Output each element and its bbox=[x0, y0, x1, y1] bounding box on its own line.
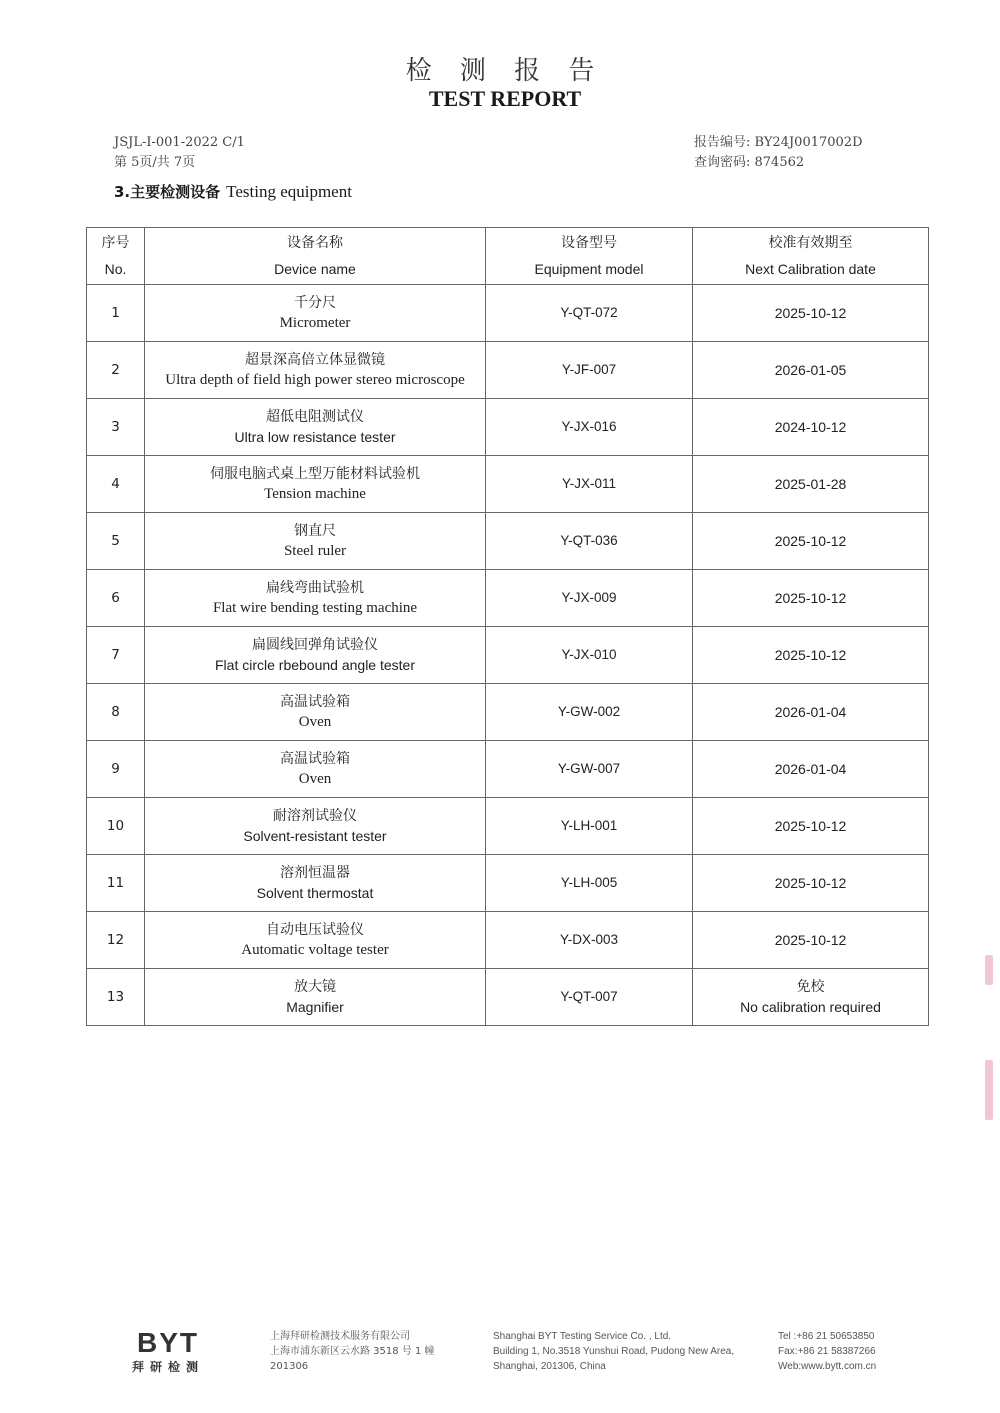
row-number: 1 bbox=[87, 285, 145, 342]
header-calibration-date bbox=[693, 228, 929, 285]
device-name-en: Oven bbox=[298, 771, 332, 787]
device-name-cell bbox=[145, 285, 486, 342]
row-number: 8 bbox=[87, 684, 145, 741]
calibration-date: 2025-10-12 bbox=[774, 647, 847, 663]
device-name-en: Tension machine bbox=[264, 486, 366, 502]
device-name-cn: 自动电压试验仪 bbox=[266, 922, 364, 938]
footer-cn-street: 上海市浦东新区云水路 3518 号 1 幢 bbox=[270, 1346, 435, 1357]
table-row bbox=[87, 513, 929, 570]
header-calibration-date-en: Next Calibration date bbox=[745, 261, 876, 277]
device-name-en: Solvent-resistant tester bbox=[243, 828, 387, 844]
report-number: 报告编号: BY24J0017002D bbox=[694, 135, 863, 150]
table-row bbox=[87, 855, 929, 912]
calibration-date-cell bbox=[693, 342, 929, 399]
equipment-table bbox=[86, 227, 929, 1026]
calibration-date: No calibration required bbox=[740, 999, 881, 1015]
device-name-cell bbox=[145, 798, 486, 855]
footer-en-address bbox=[493, 1329, 734, 1374]
calibration-date-cell bbox=[693, 912, 929, 969]
device-name-en: Ultra depth of field high power stereo microscope bbox=[165, 372, 465, 388]
calibration-date: 2024-10-12 bbox=[774, 419, 847, 435]
device-name-en: Oven bbox=[298, 714, 332, 730]
calibration-date: 2025-10-12 bbox=[774, 818, 847, 834]
table-row bbox=[87, 570, 929, 627]
row-number: 9 bbox=[87, 741, 145, 798]
equipment-model: Y-JX-010 bbox=[486, 627, 693, 684]
device-name-en: Solvent thermostat bbox=[256, 885, 374, 901]
footer-fax: Fax:+86 21 58387266 bbox=[778, 1346, 876, 1357]
calibration-date: 2026-01-05 bbox=[774, 362, 847, 378]
device-name-cell bbox=[145, 627, 486, 684]
footer-cn-address bbox=[270, 1329, 435, 1374]
device-name-en: Micrometer bbox=[279, 315, 351, 331]
device-name-cn: 放大镜 bbox=[294, 979, 336, 995]
row-number: 6 bbox=[87, 570, 145, 627]
calibration-date: 2026-01-04 bbox=[774, 761, 847, 777]
table-row bbox=[87, 399, 929, 456]
footer-contact bbox=[778, 1329, 876, 1374]
calibration-date: 2025-10-12 bbox=[774, 875, 847, 891]
company-logo bbox=[118, 1327, 218, 1375]
device-name-cell bbox=[145, 570, 486, 627]
device-name-cn: 千分尺 bbox=[294, 295, 336, 311]
seal-edge-mark bbox=[985, 955, 993, 985]
calibration-date-cell bbox=[693, 627, 929, 684]
calibration-date: 2025-10-12 bbox=[774, 932, 847, 948]
footer-tel: Tel :+86 21 50653850 bbox=[778, 1331, 875, 1342]
calibration-date: 2025-01-28 bbox=[774, 476, 847, 492]
header-equipment-model-en: Equipment model bbox=[534, 261, 644, 277]
equipment-model: Y-JF-007 bbox=[486, 342, 693, 399]
table-row bbox=[87, 969, 929, 1026]
seal-edge-mark bbox=[985, 1060, 993, 1120]
doc-code: JSJL-I-001-2022 C/1 bbox=[114, 135, 245, 150]
equipment-model: Y-JX-011 bbox=[486, 456, 693, 513]
report-title-en: TEST REPORT bbox=[428, 86, 582, 111]
row-number: 2 bbox=[87, 342, 145, 399]
table-header-row bbox=[87, 228, 929, 285]
calibration-date-cell bbox=[693, 285, 929, 342]
table-row bbox=[87, 912, 929, 969]
section-title-en: Testing equipment bbox=[226, 182, 352, 201]
table-row bbox=[87, 798, 929, 855]
header-no-cn: 序号 bbox=[101, 235, 130, 251]
device-name-en: Flat wire bending testing machine bbox=[212, 600, 418, 616]
row-number: 3 bbox=[87, 399, 145, 456]
equipment-model: Y-JX-016 bbox=[486, 399, 693, 456]
calibration-date: 2026-01-04 bbox=[774, 704, 847, 720]
device-name-cell bbox=[145, 342, 486, 399]
device-name-cell bbox=[145, 969, 486, 1026]
calibration-date-cell bbox=[693, 798, 929, 855]
calibration-date: 2025-10-12 bbox=[774, 305, 847, 321]
table-row bbox=[87, 456, 929, 513]
calibration-date-cell bbox=[693, 570, 929, 627]
device-name-cn: 耐溶剂试验仪 bbox=[273, 808, 357, 824]
row-number: 7 bbox=[87, 627, 145, 684]
device-name-cell bbox=[145, 456, 486, 513]
row-number: 4 bbox=[87, 456, 145, 513]
section-heading bbox=[114, 181, 352, 202]
device-name-cell bbox=[145, 741, 486, 798]
calibration-date-cell bbox=[693, 456, 929, 513]
query-code: 查询密码: 874562 bbox=[694, 155, 805, 170]
device-name-en: Steel ruler bbox=[283, 543, 347, 559]
header-no bbox=[87, 228, 145, 285]
footer-en-street: Building 1, No.3518 Yunshui Road, Pudong New Area, bbox=[493, 1346, 735, 1357]
page-info: 第 5页/共 7页 bbox=[114, 155, 196, 170]
device-name-cn: 溶剂恒温器 bbox=[280, 865, 350, 881]
calibration-date-cell bbox=[693, 513, 929, 570]
header-device-name-en: Device name bbox=[274, 261, 356, 277]
calibration-date-cell bbox=[693, 684, 929, 741]
device-name-cn: 扁线弯曲试验机 bbox=[266, 580, 364, 596]
device-name-cn: 扁圆线回弹角试验仪 bbox=[252, 637, 378, 653]
device-name-cell bbox=[145, 513, 486, 570]
header-device-name bbox=[145, 228, 486, 285]
device-name-en: Automatic voltage tester bbox=[241, 942, 389, 958]
table-row bbox=[87, 741, 929, 798]
equipment-model: Y-QT-072 bbox=[486, 285, 693, 342]
row-number: 11 bbox=[87, 855, 145, 912]
equipment-model: Y-GW-007 bbox=[486, 741, 693, 798]
equipment-model: Y-LH-001 bbox=[486, 798, 693, 855]
logo-caption: 拜研检测 bbox=[131, 1360, 204, 1374]
calibration-date-cell bbox=[693, 741, 929, 798]
footer-en-company: Shanghai BYT Testing Service Co. , Ltd. bbox=[493, 1331, 672, 1342]
doc-meta-right bbox=[694, 133, 863, 173]
report-title-cn: 检 测 报 告 bbox=[405, 56, 605, 86]
equipment-model: Y-GW-002 bbox=[486, 684, 693, 741]
calibration-date-cell bbox=[693, 855, 929, 912]
equipment-model: Y-DX-003 bbox=[486, 912, 693, 969]
calibration-date: 2025-10-12 bbox=[774, 533, 847, 549]
device-name-en: Flat circle rbebound angle tester bbox=[215, 657, 415, 673]
device-name-cell bbox=[145, 684, 486, 741]
table-row bbox=[87, 285, 929, 342]
footer-cn-postcode: 201306 bbox=[270, 1361, 309, 1372]
section-title-cn: 3.主要检测设备 bbox=[114, 183, 221, 201]
equipment-model: Y-QT-036 bbox=[486, 513, 693, 570]
footer-web: Web:www.bytt.com.cn bbox=[778, 1361, 877, 1372]
device-name-en: Magnifier bbox=[286, 999, 344, 1015]
device-name-cn: 伺服电脑式桌上型万能材料试验机 bbox=[210, 466, 420, 482]
calibration-date: 2025-10-12 bbox=[774, 590, 847, 606]
table-row bbox=[87, 684, 929, 741]
calibration-date-cn: 免校 bbox=[796, 979, 825, 995]
logo-mark: BYT bbox=[137, 1327, 199, 1358]
page-footer bbox=[0, 1325, 1000, 1385]
equipment-model: Y-LH-005 bbox=[486, 855, 693, 912]
row-number: 5 bbox=[87, 513, 145, 570]
footer-en-city: Shanghai, 201306, China bbox=[493, 1361, 606, 1372]
equipment-model: Y-QT-007 bbox=[486, 969, 693, 1026]
doc-meta-left bbox=[114, 133, 245, 173]
device-name-cn: 超低电阻测试仪 bbox=[266, 409, 364, 425]
device-name-cell bbox=[145, 855, 486, 912]
row-number: 12 bbox=[87, 912, 145, 969]
device-name-cell bbox=[145, 912, 486, 969]
row-number: 13 bbox=[87, 969, 145, 1026]
calibration-date-cell bbox=[693, 399, 929, 456]
device-name-cn: 高温试验箱 bbox=[280, 694, 350, 710]
equipment-model: Y-JX-009 bbox=[486, 570, 693, 627]
header-equipment-model-cn: 设备型号 bbox=[561, 235, 617, 251]
device-name-cell bbox=[145, 399, 486, 456]
device-name-en: Ultra low resistance tester bbox=[234, 429, 396, 445]
header-device-name-cn: 设备名称 bbox=[287, 235, 343, 251]
row-number: 10 bbox=[87, 798, 145, 855]
header-calibration-date-cn: 校准有效期至 bbox=[768, 235, 853, 251]
header-equipment-model bbox=[486, 228, 693, 285]
calibration-date-cell bbox=[693, 969, 929, 1026]
header-no-en: No. bbox=[104, 261, 127, 277]
footer-cn-company: 上海拜研检测技术服务有限公司 bbox=[270, 1331, 410, 1342]
table-body bbox=[87, 285, 929, 1026]
device-name-cn: 钢直尺 bbox=[294, 523, 336, 539]
device-name-cn: 超景深高倍立体显微镜 bbox=[245, 352, 385, 368]
table-row bbox=[87, 342, 929, 399]
table-row bbox=[87, 627, 929, 684]
device-name-cn: 高温试验箱 bbox=[280, 751, 350, 767]
